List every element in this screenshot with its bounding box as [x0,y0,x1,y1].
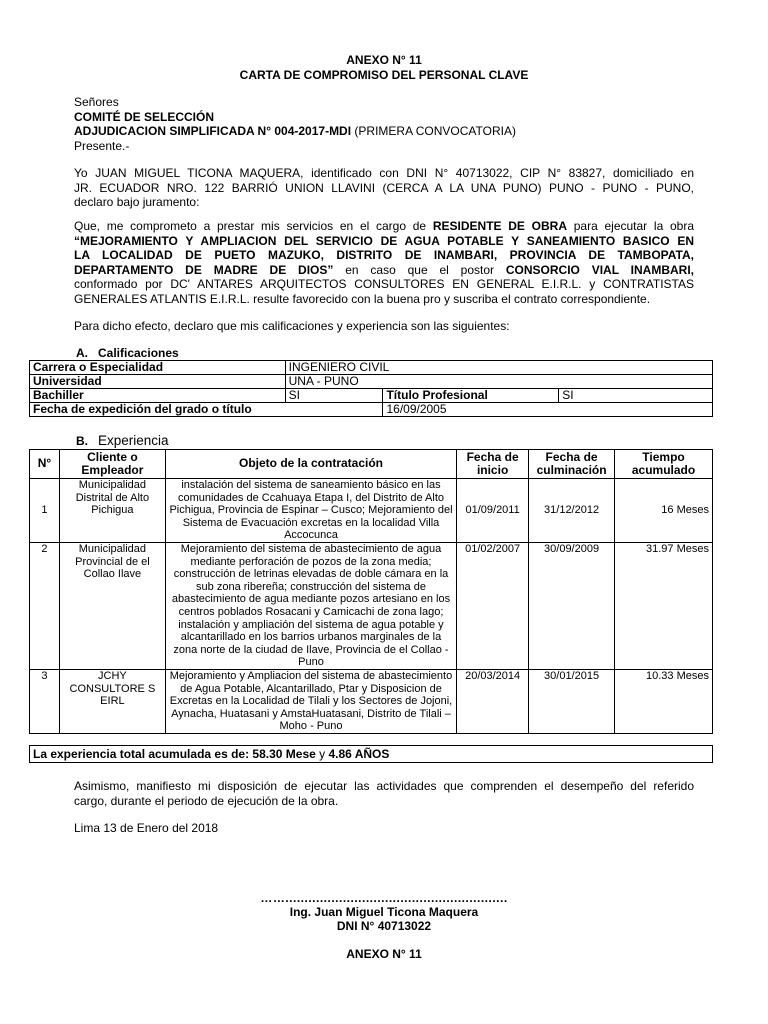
duration-cell: 10.33 Meses [615,669,713,733]
availability-paragraph [74,779,694,808]
availability-line: Asimismo, manifiesto mi disposición de ejecutar las actividades que comprenden el desempeño del referido [74,779,694,793]
table-value-cell: SI [285,389,383,403]
process-id: ADJUDICACION SIMPLIFICADA N° 004-2017-MDI [74,124,352,138]
objective-cell: Mejoramiento del sistema de abastecimiento de agua mediante perforación de pozos de la zona media; construcción de letrinas elevadas de doble cámara en la sub zona ribereña; construcción del sistema de abastecimiento de agua mediante pozos artesiano en los centros poblados Rosacani y Camicachi de zona lago; instalación y ampliación del sistema de agua potable y alcantarillado en los barrios urbanos marginales de la zona norte de la ciudad de Ilave, Provincia de el Collao - Puno [165,542,456,669]
signer-dni: DNI N° 40713022 [336,919,432,933]
table-value-cell: UNA - PUNO [285,375,712,389]
commitment-line [74,219,694,234]
project-name-line: “MEJORAMIENTO Y AMPLIACION DEL SERVICIO DE AGUA POTABLE Y SANEAMIENTO BASICO EN [74,233,694,248]
end-date-cell: 30/09/2009 [529,542,615,669]
process-line [74,124,694,139]
experience-table [29,449,713,734]
table-label-cell: Carrera o Especialidad [30,361,286,375]
start-date-cell: 01/09/2011 [457,479,529,543]
column-header: Fecha de inicio [457,450,529,479]
availability-line: cargo, durante el periodo de ejecución de la obra. [74,793,339,808]
total-text: 4.86 AÑOS [325,747,390,761]
project-name-line: LA LOCALIDAD DE PUETO MAZUKO, DISTRITO DE INAMBARI, PROVINCIA DE TAMBOPATA, [74,248,694,262]
section-a-heading [74,346,179,360]
table-header-row [30,450,713,479]
declaration-line: Yo JUAN MIGUEL TICONA MAQUERA, identificado con DNI N° 40713022, CIP N° 83827, domiciliado en [74,166,694,180]
table-value-cell: 16/09/2005 [383,403,713,417]
role-name: RESIDENTE DE OBRA [432,219,567,233]
table-row [30,403,713,417]
section-title: Experiencia [98,433,169,448]
column-header: Tiempo acumulado [615,450,713,479]
committee-name: COMITÉ DE SELECCIÓN [74,109,215,124]
table-row [30,669,713,733]
section-b-heading [74,433,169,448]
qualifications-table [29,360,713,417]
commitment-line [74,263,694,278]
signer-name: Ing. Juan Miguel Ticona Maquera [289,905,479,919]
total-text: La experiencia total acumulada es de: 58.30 Mese [33,747,320,761]
client-cell: JCHY CONSULTORE S EIRL [59,669,165,733]
commitment-paragraph [74,219,694,306]
objective-cell: Mejoramiento y Ampliacion del sistema de abastecimiento de Agua Potable, Alcantarillado, Ptar y Disposicion de Excretas en la Localidad de Tilali y los Sectores de Jojoni, Aynacha, Huatasani y AmstaHuatasani, Distrito de Tilali – Moho - Puno [165,669,456,733]
section-letter: B. [76,434,88,448]
duration-cell: 16 Meses [615,479,713,543]
letter-subtitle: CARTA DE COMPROMISO DEL PERSONAL CLAVE [239,68,529,82]
table-row [30,542,713,669]
declaration-paragraph [74,166,694,210]
row-number: 1 [30,479,60,543]
duration-cell: 31.97 Meses [615,542,713,669]
client-cell: Municipalidad Distrital de Alto Pichigua [59,479,165,543]
present-line: Presente.- [74,138,130,153]
section-title: Calificaciones [98,346,179,360]
commitment-line: GENERALES ATLANTIS E.I.R.L. resulte favorecido con la buena pro y suscriba el contrato correspondiente. [74,291,651,306]
table-label-cell: Título Profesional [383,389,559,403]
total-text: y [319,747,326,761]
table-label-cell: Bachiller [30,389,286,403]
row-number: 3 [30,669,60,733]
column-header: Cliente o Empleador [59,450,165,479]
footer-annex-title: ANEXO N° 11 [346,947,422,961]
process-note: (PRIMERA CONVOCATORIA) [351,124,516,138]
project-name-line: DEPARTAMENTO DE MADRE DE DIOS” [74,262,334,277]
table-label-cell: Fecha de expedición del grado o título [30,403,383,417]
start-date-cell: 20/03/2014 [457,669,529,733]
table-label-cell: Universidad [30,375,286,389]
salutation: Señores [74,95,119,109]
qualifications-intro: Para dicho efecto, declaro que mis calificaciones y experiencia son las siguientes: [74,319,510,333]
column-header: Fecha de culminación [529,450,615,479]
section-letter: A. [76,346,88,360]
table-row [30,479,713,543]
table-value-cell: SI [559,389,713,403]
start-date-cell: 01/02/2007 [457,542,529,669]
commitment-text: en caso que el postor [333,262,506,277]
column-header: N° [30,450,60,479]
column-header: Objeto de la contratación [165,450,456,479]
row-number: 2 [30,542,60,669]
end-date-cell: 30/01/2015 [529,669,615,733]
bidder-name: CONSORCIO VIAL INAMBARI, [505,262,694,277]
table-row [30,375,713,389]
total-experience-box [29,745,713,763]
objective-cell: instalación del sistema de saneamiento básico en las comunidades de Ccahuaya Etapa I, del Distrito de Alto Pichigua, Provincia de Espinar – Cusco; Mejoramiento del Sistema de Evacuación excretas en la localidad Villa Accocunca [165,479,456,543]
annex-title: ANEXO N° 11 [346,53,422,67]
end-date-cell: 31/12/2012 [529,479,615,543]
addressee-block [74,95,694,153]
table-value-cell: INGENIERO CIVIL [285,361,712,375]
declaration-line: declaro bajo juramento: [74,195,200,209]
client-cell: Municipalidad Provincial de el Collao Ilave [59,542,165,669]
signature-line: …….......................................................... [260,891,508,905]
table-row [30,361,713,375]
date-line: Lima 13 de Enero del 2018 [74,821,219,835]
commitment-text: para ejecutar la obra [567,219,694,233]
commitment-line: conformado por DC' ANTARES ARQUITECTOS CONSULTORES EN GENERAL E.I.R.L. y CONTRATISTAS [74,277,694,291]
table-row [30,389,713,403]
declaration-line: JR. ECUADOR NRO. 122 BARRIÓ UNION LLAVINI (CERCA A LA UNA PUNO) PUNO - PUNO - PUNO, [74,180,694,195]
commitment-text: Que, me comprometo a prestar mis servicios en el cargo de [74,219,433,233]
